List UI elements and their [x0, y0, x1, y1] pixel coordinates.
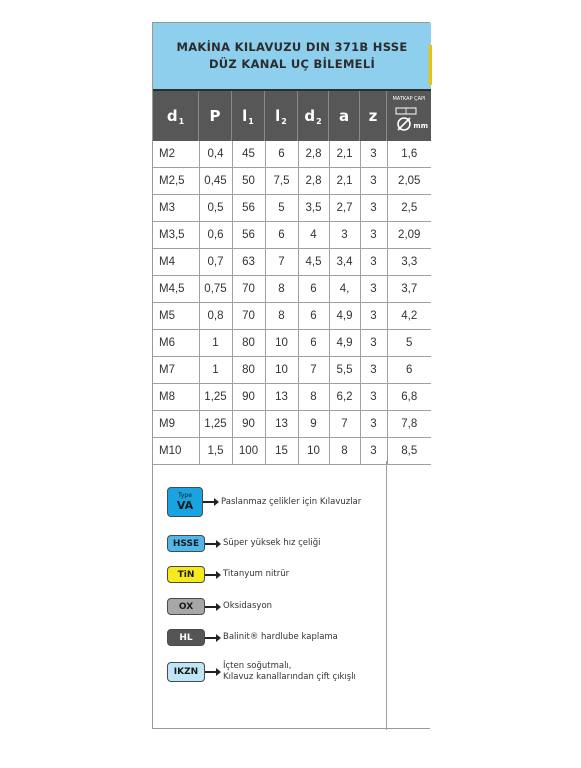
cell-d2: 6	[298, 303, 329, 330]
spec-table-body	[153, 141, 431, 465]
cell-a: 2,1	[329, 141, 360, 168]
cell-drill-diameter: 5	[387, 330, 431, 357]
cell-z: 3	[360, 438, 387, 465]
cell-drill-diameter: 6	[387, 357, 431, 384]
cell-a: 4,9	[329, 303, 360, 330]
cell-drill-diameter: 7,8	[387, 411, 431, 438]
legend-badge	[167, 566, 205, 583]
cell-drill-diameter: 2,05	[387, 168, 431, 195]
header-l2-sub: 2	[281, 116, 287, 126]
cell-size: M6	[153, 330, 199, 357]
cell-z: 3	[360, 411, 387, 438]
cell-pitch: 0,5	[199, 195, 232, 222]
header-z	[360, 91, 387, 141]
cell-l2: 15	[265, 438, 298, 465]
cell-l2: 6	[265, 141, 298, 168]
cell-pitch: 0,8	[199, 303, 232, 330]
title-line-1: MAKİNA KILAVUZU DIN 371B HSSE	[176, 40, 408, 54]
header-l1	[232, 91, 265, 141]
cell-d2: 9	[298, 411, 329, 438]
cell-drill-diameter: 8,5	[387, 438, 431, 465]
cell-drill-diameter: 4,2	[387, 303, 431, 330]
legend-item	[167, 566, 289, 583]
cell-l1: 63	[232, 249, 265, 276]
cell-d2: 3,5	[298, 195, 329, 222]
cell-l1: 80	[232, 357, 265, 384]
cell-pitch: 0,6	[199, 222, 232, 249]
cell-l2: 13	[265, 384, 298, 411]
header-a	[329, 91, 360, 141]
table-row	[153, 249, 431, 276]
cell-size: M3,5	[153, 222, 199, 249]
cell-l1: 70	[232, 276, 265, 303]
legend-text-line: Kılavuz kanallarından çift çıkışlı	[223, 672, 356, 682]
cell-a: 7	[329, 411, 360, 438]
cell-pitch: 0,75	[199, 276, 232, 303]
cell-l1: 56	[232, 222, 265, 249]
legend-item	[167, 598, 272, 615]
badge-code: OX	[178, 601, 194, 612]
header-l1-sub: 1	[248, 116, 254, 126]
arrow-right-icon	[203, 501, 215, 503]
legend-badge	[167, 535, 205, 552]
cell-d2: 10	[298, 438, 329, 465]
cell-d2: 7	[298, 357, 329, 384]
cell-a: 4,9	[329, 330, 360, 357]
table-row	[153, 411, 431, 438]
legend-badge	[167, 629, 205, 646]
cell-pitch: 0,7	[199, 249, 232, 276]
cell-z: 3	[360, 141, 387, 168]
tap-spec-sheet	[152, 22, 430, 729]
drill-label: MATKAP ÇAPI	[392, 96, 426, 102]
legend-text	[223, 632, 338, 643]
legend-item	[167, 535, 321, 552]
legend-text-line: Titanyum nitrür	[223, 569, 290, 579]
cell-l1: 56	[232, 195, 265, 222]
cell-l2: 13	[265, 411, 298, 438]
cell-pitch: 0,45	[199, 168, 232, 195]
table-row	[153, 303, 431, 330]
cell-drill-diameter: 3,7	[387, 276, 431, 303]
header-d2	[298, 91, 329, 141]
cell-z: 3	[360, 384, 387, 411]
table-row	[153, 222, 431, 249]
badge-code: HL	[179, 632, 193, 643]
cell-a: 2,7	[329, 195, 360, 222]
cell-pitch: 1,25	[199, 384, 232, 411]
legend-badge	[167, 598, 205, 615]
cell-z: 3	[360, 168, 387, 195]
cell-a: 6,2	[329, 384, 360, 411]
cell-size: M8	[153, 384, 199, 411]
table-row	[153, 168, 431, 195]
cell-a: 3,4	[329, 249, 360, 276]
cell-l2: 7,5	[265, 168, 298, 195]
cell-size: M3	[153, 195, 199, 222]
legend-text	[223, 601, 272, 612]
legend-item	[167, 487, 361, 517]
badge-type-label: Type	[178, 492, 192, 499]
cell-pitch: 1	[199, 357, 232, 384]
header-d1-symbol: d	[166, 107, 178, 125]
header-p-symbol: P	[209, 107, 221, 125]
header-a-symbol: a	[338, 107, 350, 125]
cell-a: 3	[329, 222, 360, 249]
header-z-symbol: z	[368, 107, 378, 125]
badge-code: HSSE	[172, 538, 200, 549]
legend-text-line: İçten soğutmalı,	[223, 661, 292, 671]
cell-z: 3	[360, 330, 387, 357]
cell-l1: 70	[232, 303, 265, 330]
legend-text	[223, 538, 321, 549]
table-row	[153, 195, 431, 222]
cell-d2: 6	[298, 330, 329, 357]
cell-pitch: 1,25	[199, 411, 232, 438]
table-row	[153, 330, 431, 357]
cell-l2: 10	[265, 357, 298, 384]
arrow-right-icon	[205, 637, 217, 639]
cell-size: M5	[153, 303, 199, 330]
cell-l1: 45	[232, 141, 265, 168]
cell-l1: 100	[232, 438, 265, 465]
cell-l2: 7	[265, 249, 298, 276]
cell-z: 3	[360, 276, 387, 303]
legend-text	[221, 497, 361, 508]
header-p	[199, 91, 232, 141]
spec-table	[153, 141, 431, 465]
cell-size: M2,5	[153, 168, 199, 195]
cell-z: 3	[360, 222, 387, 249]
table-row	[153, 384, 431, 411]
arrow-right-icon	[205, 574, 217, 576]
legend-text-line: Süper yüksek hız çeliği	[223, 538, 321, 548]
cell-drill-diameter: 3,3	[387, 249, 431, 276]
table-row	[153, 141, 431, 168]
cell-size: M9	[153, 411, 199, 438]
table-row	[153, 357, 431, 384]
badge-code: TiN	[177, 569, 195, 580]
cell-z: 3	[360, 303, 387, 330]
legend-text-line: Oksidasyon	[223, 601, 273, 611]
legend-badge	[167, 487, 203, 517]
cell-l1: 90	[232, 384, 265, 411]
cell-z: 3	[360, 249, 387, 276]
header-d1-sub: 1	[178, 116, 185, 126]
cell-drill-diameter: 6,8	[387, 384, 431, 411]
header-l1-symbol: l	[242, 107, 248, 125]
cell-l2: 8	[265, 303, 298, 330]
header-drill-diameter	[387, 91, 431, 141]
cell-a: 4,	[329, 276, 360, 303]
cell-drill-diameter: 1,6	[387, 141, 431, 168]
drill-unit: mm	[413, 122, 428, 130]
cell-l2: 6	[265, 222, 298, 249]
cell-drill-diameter: 2,5	[387, 195, 431, 222]
cell-d2: 8	[298, 384, 329, 411]
title-box	[153, 23, 431, 91]
cell-a: 2,1	[329, 168, 360, 195]
cell-drill-diameter: 2,09	[387, 222, 431, 249]
legend-item	[167, 661, 356, 683]
table-row	[153, 276, 431, 303]
header-d2-symbol: d	[304, 107, 316, 125]
header-d1	[153, 91, 199, 141]
title-line-2: DÜZ KANAL UÇ BİLEMELİ	[208, 57, 376, 71]
cell-l1: 90	[232, 411, 265, 438]
cell-d2: 2,8	[298, 141, 329, 168]
cell-l1: 50	[232, 168, 265, 195]
cell-d2: 6	[298, 276, 329, 303]
arrow-right-icon	[205, 606, 217, 608]
legend-text-line: Balinit® hardlube kaplama	[223, 632, 338, 642]
cell-size: M2	[153, 141, 199, 168]
legend-text-line: Paslanmaz çelikler için Kılavuzlar	[221, 496, 362, 507]
cell-z: 3	[360, 195, 387, 222]
cell-d2: 4	[298, 222, 329, 249]
header-l2-symbol: l	[275, 107, 281, 125]
legend-text	[223, 569, 289, 580]
legend-divider	[386, 461, 387, 730]
cell-l1: 80	[232, 330, 265, 357]
legend-item	[167, 629, 338, 646]
cell-pitch: 1	[199, 330, 232, 357]
cell-pitch: 0,4	[199, 141, 232, 168]
cell-size: M4,5	[153, 276, 199, 303]
cell-a: 5,5	[329, 357, 360, 384]
badge-code: VA	[176, 499, 194, 512]
table-header	[153, 91, 431, 141]
header-d2-sub: 2	[316, 116, 322, 126]
cell-z: 3	[360, 357, 387, 384]
header-l2	[265, 91, 298, 141]
badge-code: IKZN	[173, 667, 199, 677]
cell-l2: 8	[265, 276, 298, 303]
cell-size: M7	[153, 357, 199, 384]
cell-d2: 4,5	[298, 249, 329, 276]
cell-size: M4	[153, 249, 199, 276]
cell-d2: 2,8	[298, 168, 329, 195]
title-accent-edge	[429, 45, 432, 85]
arrow-right-icon	[205, 543, 217, 545]
legend-badge	[167, 662, 205, 682]
table-row	[153, 438, 431, 465]
legend-text	[223, 661, 356, 683]
cell-l2: 5	[265, 195, 298, 222]
cell-pitch: 1,5	[199, 438, 232, 465]
cell-a: 8	[329, 438, 360, 465]
cell-size: M10	[153, 438, 199, 465]
arrow-right-icon	[205, 671, 217, 673]
cell-l2: 10	[265, 330, 298, 357]
